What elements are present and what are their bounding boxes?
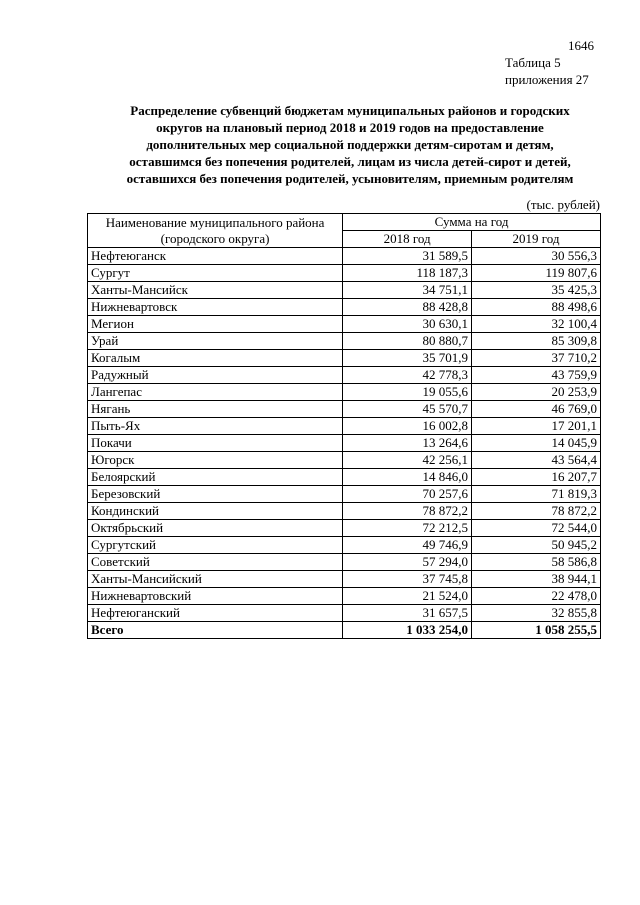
column-header-name-line2: (городского округа) xyxy=(160,230,270,246)
table-row xyxy=(88,486,601,503)
table-row xyxy=(88,554,601,571)
cell-municipality: Ханты-Мансийск xyxy=(88,282,343,299)
cell-municipality: Нижневартовский xyxy=(88,588,343,605)
cell-municipality: Когалым xyxy=(88,350,343,367)
cell-2019: 50 945,2 xyxy=(472,537,601,554)
cell-2018: 57 294,0 xyxy=(343,554,472,571)
cell-2018: 42 778,3 xyxy=(343,367,472,384)
column-header-name-line1: Наименование муниципального района xyxy=(105,214,325,230)
cell-2018: 16 002,8 xyxy=(343,418,472,435)
cell-2019: 35 425,3 xyxy=(472,282,601,299)
cell-municipality: Нягань xyxy=(88,401,343,418)
cell-2019: 71 819,3 xyxy=(472,486,601,503)
column-header-sum: Сумма на год xyxy=(343,214,601,231)
annex-table-label: Таблица 5 xyxy=(505,55,561,70)
cell-municipality: Сургут xyxy=(88,265,343,282)
table-row xyxy=(88,503,601,520)
table-row xyxy=(88,418,601,435)
cell-2018: 80 880,7 xyxy=(343,333,472,350)
table-body xyxy=(88,248,601,639)
cell-municipality: Урай xyxy=(88,333,343,350)
table-row xyxy=(88,469,601,486)
cell-2019: 119 807,6 xyxy=(472,265,601,282)
cell-2019: 85 309,8 xyxy=(472,333,601,350)
cell-2019: 14 045,9 xyxy=(472,435,601,452)
cell-total-label: Всего xyxy=(88,622,343,639)
cell-2019: 78 872,2 xyxy=(472,503,601,520)
total-row xyxy=(88,622,601,639)
table-row xyxy=(88,520,601,537)
cell-2019: 72 544,0 xyxy=(472,520,601,537)
cell-municipality: Сургутский xyxy=(88,537,343,554)
table-row xyxy=(88,299,601,316)
column-header-2018: 2018 год xyxy=(343,231,472,248)
cell-municipality: Советский xyxy=(88,554,343,571)
cell-total-2019: 1 058 255,5 xyxy=(472,622,601,639)
cell-total-2018: 1 033 254,0 xyxy=(343,622,472,639)
cell-2018: 78 872,2 xyxy=(343,503,472,520)
subvention-table xyxy=(87,213,601,639)
cell-municipality: Ханты-Мансийский xyxy=(88,571,343,588)
cell-2019: 16 207,7 xyxy=(472,469,601,486)
table-row xyxy=(88,435,601,452)
table-row xyxy=(88,350,601,367)
title-line: Распределение субвенций бюджетам муниципальных районов и городских xyxy=(130,103,570,118)
table-row xyxy=(88,571,601,588)
table-row xyxy=(88,605,601,622)
cell-2019: 43 564,4 xyxy=(472,452,601,469)
cell-2019: 43 759,9 xyxy=(472,367,601,384)
cell-municipality: Пыть-Ях xyxy=(88,418,343,435)
cell-2019: 46 769,0 xyxy=(472,401,601,418)
title-line: дополнительных мер социальной поддержки детям-сиротам и детям, xyxy=(146,137,554,152)
cell-2019: 30 556,3 xyxy=(472,248,601,265)
cell-2018: 35 701,9 xyxy=(343,350,472,367)
title-line: оставшимся без попечения родителей, лицам из числа детей-сирот и детей, xyxy=(129,154,571,169)
document-title xyxy=(70,102,630,187)
cell-2018: 37 745,8 xyxy=(343,571,472,588)
table-row xyxy=(88,452,601,469)
cell-2019: 20 253,9 xyxy=(472,384,601,401)
cell-2018: 88 428,8 xyxy=(343,299,472,316)
cell-municipality: Белоярский xyxy=(88,469,343,486)
cell-2019: 17 201,1 xyxy=(472,418,601,435)
annex-reference xyxy=(505,54,589,88)
cell-2019: 58 586,8 xyxy=(472,554,601,571)
cell-municipality: Нижневартовск xyxy=(88,299,343,316)
cell-2018: 21 524,0 xyxy=(343,588,472,605)
cell-2018: 19 055,6 xyxy=(343,384,472,401)
table-row xyxy=(88,248,601,265)
cell-2018: 72 212,5 xyxy=(343,520,472,537)
column-header-name xyxy=(88,214,343,248)
cell-municipality: Октябрьский xyxy=(88,520,343,537)
cell-municipality: Лангепас xyxy=(88,384,343,401)
title-line: округов на плановый период 2018 и 2019 годов на предоставление xyxy=(156,120,544,135)
cell-2019: 38 944,1 xyxy=(472,571,601,588)
cell-2019: 37 710,2 xyxy=(472,350,601,367)
column-header-2019: 2019 год xyxy=(472,231,601,248)
cell-municipality: Югорск xyxy=(88,452,343,469)
cell-2018: 34 751,1 xyxy=(343,282,472,299)
units-label: (тыс. рублей) xyxy=(526,197,600,212)
table-row xyxy=(88,282,601,299)
cell-2019: 32 855,8 xyxy=(472,605,601,622)
annex-appendix-label: приложения 27 xyxy=(505,72,589,87)
cell-municipality: Нефтеюганский xyxy=(88,605,343,622)
page-number: 1646 xyxy=(568,38,594,53)
cell-2018: 13 264,6 xyxy=(343,435,472,452)
cell-municipality: Березовский xyxy=(88,486,343,503)
table-row xyxy=(88,333,601,350)
cell-2018: 30 630,1 xyxy=(343,316,472,333)
table-row xyxy=(88,384,601,401)
table-row xyxy=(88,537,601,554)
table-row xyxy=(88,401,601,418)
cell-municipality: Кондинский xyxy=(88,503,343,520)
cell-2018: 42 256,1 xyxy=(343,452,472,469)
table-row xyxy=(88,316,601,333)
cell-municipality: Нефтеюганск xyxy=(88,248,343,265)
table-row xyxy=(88,588,601,605)
cell-2018: 118 187,3 xyxy=(343,265,472,282)
cell-2018: 49 746,9 xyxy=(343,537,472,554)
cell-2019: 88 498,6 xyxy=(472,299,601,316)
cell-municipality: Мегион xyxy=(88,316,343,333)
cell-2018: 31 589,5 xyxy=(343,248,472,265)
table-row xyxy=(88,367,601,384)
cell-municipality: Радужный xyxy=(88,367,343,384)
cell-2018: 45 570,7 xyxy=(343,401,472,418)
title-line: оставшихся без попечения родителей, усыновителям, приемным родителям xyxy=(126,171,574,186)
cell-2018: 70 257,6 xyxy=(343,486,472,503)
cell-2019: 32 100,4 xyxy=(472,316,601,333)
cell-2018: 14 846,0 xyxy=(343,469,472,486)
cell-2019: 22 478,0 xyxy=(472,588,601,605)
cell-municipality: Покачи xyxy=(88,435,343,452)
table-row xyxy=(88,265,601,282)
cell-2018: 31 657,5 xyxy=(343,605,472,622)
